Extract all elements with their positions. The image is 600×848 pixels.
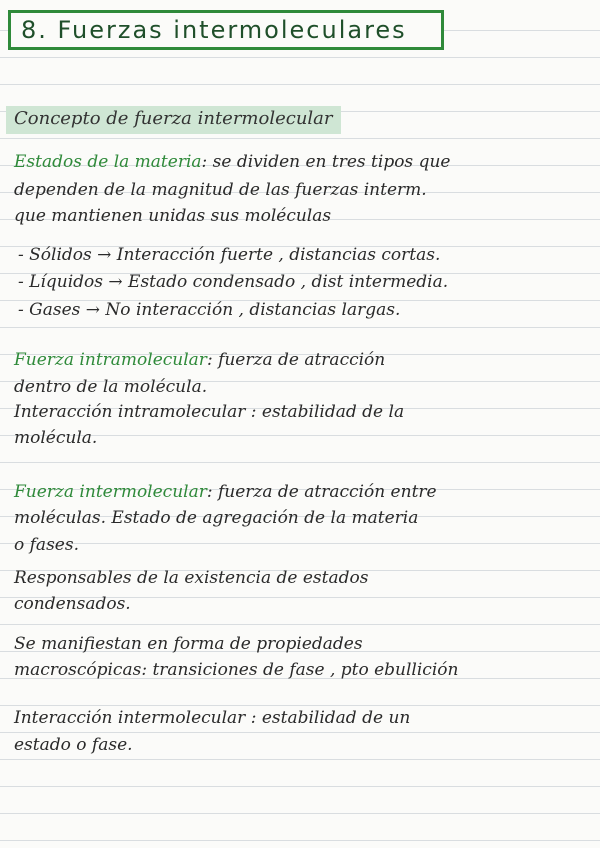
intra-line-1-text: : fuerza de atracción xyxy=(206,350,386,370)
inter-line-1-text: : fuerza de atracción entre xyxy=(206,482,437,502)
intra-line-2: dentro de la molécula. xyxy=(14,377,208,397)
inter-line-8: Interacción intermolecular : estabilidad de un xyxy=(14,708,411,728)
estados-label: Estados de la materia xyxy=(14,152,202,172)
intra-line-1 xyxy=(14,350,385,370)
list-item-liquidos: - Líquidos → Estado condensado , dist intermedia. xyxy=(18,272,449,292)
inter-line-7: macroscópicas: transiciones de fase , pto ebullición xyxy=(14,660,459,680)
inter-line-3: o fases. xyxy=(14,535,79,555)
inter-line-2: moléculas. Estado de agregación de la materia xyxy=(14,508,419,528)
intra-line-4: molécula. xyxy=(14,428,98,448)
list-item-gases: - Gases → No interacción , distancias largas. xyxy=(18,300,401,320)
estados-line-3: que mantienen unidas sus moléculas xyxy=(14,206,332,226)
inter-line-9: estado o fase. xyxy=(14,735,133,755)
estados-line-2: dependen de la magnitud de las fuerzas interm. xyxy=(14,180,427,200)
estados-line-1 xyxy=(14,152,450,172)
list-item-solidos: - Sólidos → Interacción fuerte , distancias cortas. xyxy=(18,245,441,265)
page-title: 8. Fuerzas intermoleculares xyxy=(8,10,444,50)
intra-line-3: Interacción intramolecular : estabilidad de la xyxy=(14,402,405,422)
inter-line-6: Se manifiestan en forma de propiedades xyxy=(14,634,363,654)
inter-line-5: condensados. xyxy=(14,594,131,614)
section-heading: Concepto de fuerza intermolecular xyxy=(6,106,341,134)
inter-label: Fuerza intermolecular xyxy=(14,482,207,502)
estados-line-1-text: : se dividen en tres tipos que xyxy=(201,152,451,172)
inter-line-4: Responsables de la existencia de estados xyxy=(14,568,369,588)
inter-line-1 xyxy=(14,482,437,502)
intra-label: Fuerza intramolecular xyxy=(14,350,207,370)
